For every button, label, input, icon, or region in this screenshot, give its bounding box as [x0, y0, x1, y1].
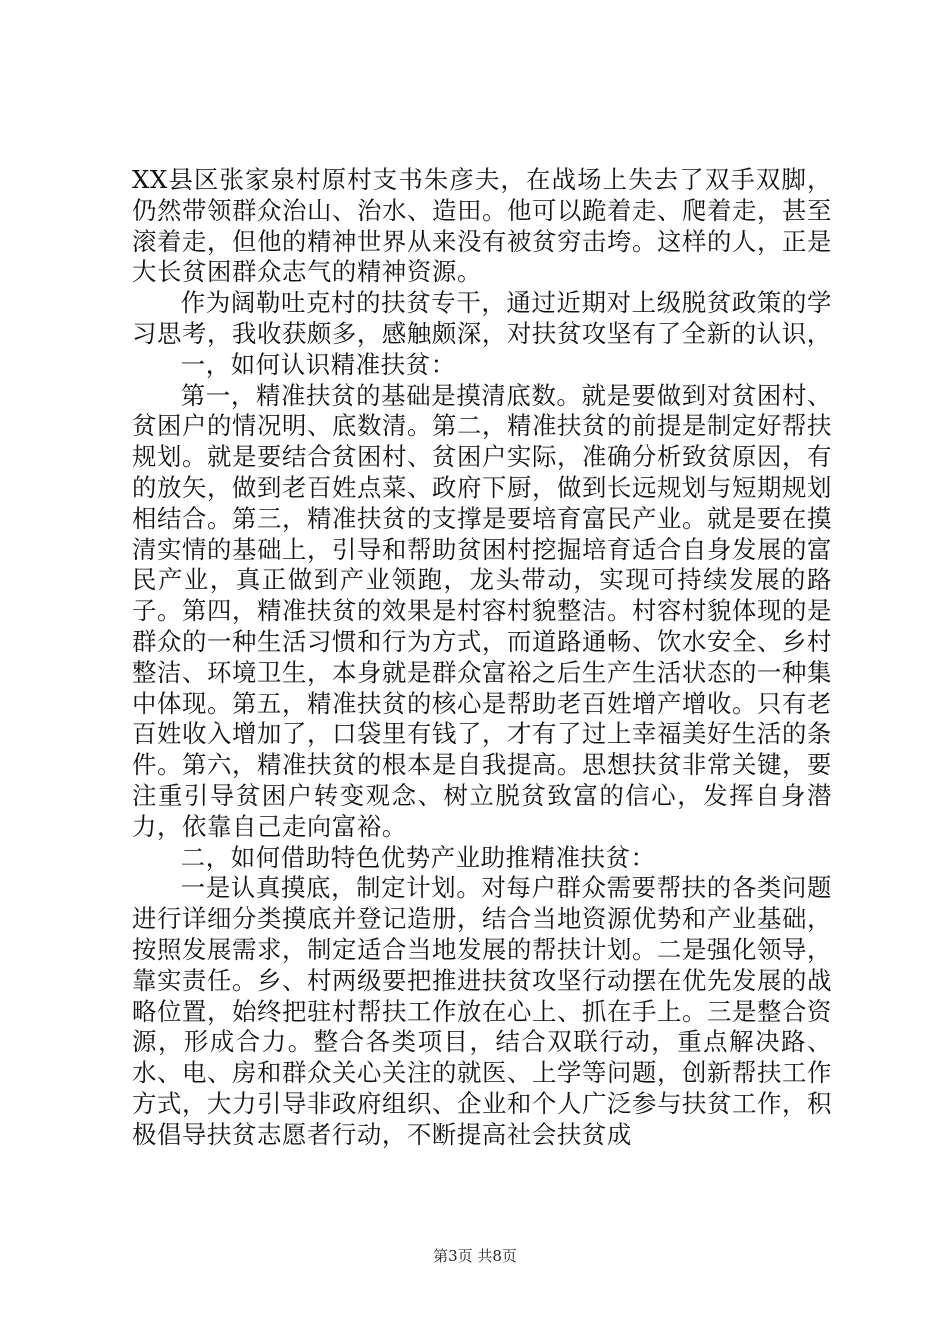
page-number-footer: 第3页 共8页 [433, 1247, 517, 1265]
section-heading-2: 二，如何借助特色优势产业助推精准扶贫： [180, 842, 656, 872]
paragraph-3: 第一，精准扶贫的基础是摸清底数。就是要做到对贫困村、贫困户的情况明、底数清。第二，精准扶贫的前提是制定好帮扶规划。就是要结合贫困村、贫困户实际，准确分析致贫原因，有的放矢，做到老百姓点菜、政府下厨，做到长远规划与短期规划相结合。第三，精准扶贫的支撑是要培育富民产业。就是要在摸清实情的基础上，引导和帮助贫困村挖掘培育适合自身发展的富民产业，真正做到产业领跑，龙头带动，实现可持续发展的路子。第四，精准扶贫的效果是村容村貌整洁。村容村貌体现的是群众的一种生活习惯和行为方式，而道路通畅、饮水安全、乡村整洁、环境卫生，本身就是群众富裕之后生产生活状态的一种集中体现。第五，精准扶贫的核心是帮助老百姓增产增收。只有老百姓收入增加了，口袋里有钱了，才有了过上幸福美好生活的条件。第六，精准扶贫的根本是自我提高。思想扶贫非常关键，要注重引导贫困户转变观念、树立脱贫致富的信心，发挥自身潜力，依靠自己走向富裕。 [132, 380, 832, 841]
paragraph-2: 作为阔勒吐克村的扶贫专干，通过近期对上级脱贫政策的学习思考，我收获颇多，感触颇深，对扶贫攻坚有了全新的认识， [132, 288, 832, 348]
document-body [132, 165, 832, 1151]
paragraph-4: 一是认真摸底，制定计划。对每户群众需要帮扶的各类问题进行详细分类摸底并登记造册，结合当地资源优势和产业基础，按照发展需求，制定适合当地发展的帮扶计划。二是强化领导，靠实责任。乡、村两级要把推进扶贫攻坚行动摆在优先发展的战略位置，始终把驻村帮扶工作放在心上、抓在手上。三是整合资源，形成合力。整合各类项目，结合双联行动，重点解决路、水、电、房和群众关心关注的就医、上学等问题，创新帮扶工作方式，大力引导非政府组织、企业和个人广泛参与扶贫工作，积极倡导扶贫志愿者行动，不断提高社会扶贫成 [132, 873, 832, 1149]
paragraph-1: XX县区张家泉村原村支书朱彦夫，在战场上失去了双手双脚，仍然带领群众治山、治水、造田。他可以跪着走、爬着走，甚至滚着走，但他的精神世界从来没有被贫穷击垮。这样的人，正是大长贫困群众志气的精神资源。 [132, 165, 832, 287]
section-heading-1: 一，如何认识精准扶贫： [180, 349, 456, 379]
